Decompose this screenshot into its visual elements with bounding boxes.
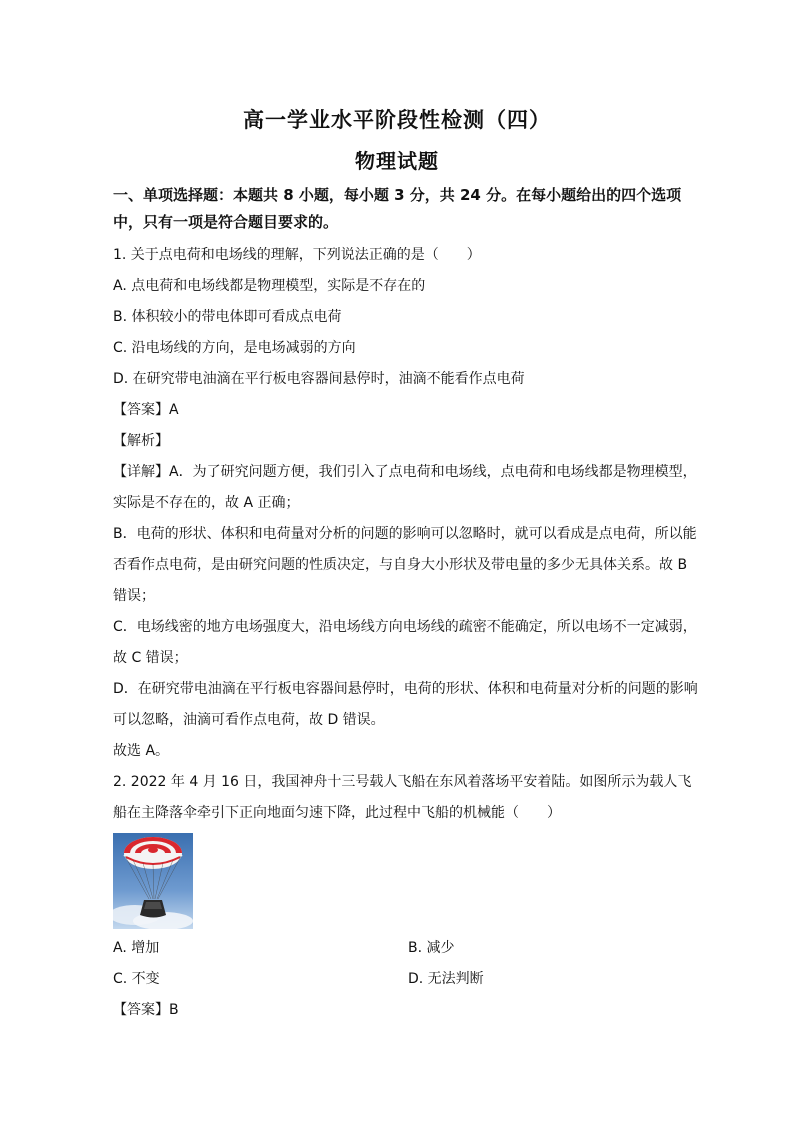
- page-subtitle: 物理试题: [355, 149, 439, 173]
- document-body: [113, 182, 703, 1026]
- question-2: [113, 767, 703, 1026]
- detail-paragraph-a: 【详解】A．为了研究问题方便，我们引入了点电荷和电场线，点电荷和电场线都是物理模型，实际是不存在的，故 A 正确；: [113, 464, 697, 511]
- option-d: D. 无法判断: [408, 971, 484, 987]
- question-stem: 1. 关于点电荷和电场线的理解，下列说法正确的是（ ）: [113, 247, 481, 263]
- option-a: A. 增加: [113, 940, 160, 956]
- option-c: C. 沿电场线的方向，是电场减弱的方向: [113, 340, 356, 356]
- detail-paragraph-b: B．电荷的形状、体积和电荷量对分析的问题的影响可以忽略时，就可以看成是点电荷，所以能否看作点电荷，是由研究问题的性质决定，与自身大小形状及带电量的多少无具体关系。故 B 错误；: [113, 526, 697, 604]
- question-1: [113, 240, 703, 767]
- section-heading: 一、单项选择题：本题共 8 小题，每小题 3 分，共 24 分。在每小题给出的四个选项中，只有一项是符合题目要求的。: [113, 186, 682, 231]
- answer-label: 【答案】B: [113, 1002, 179, 1018]
- parachute-capsule-image: [113, 833, 193, 929]
- option-d: D. 在研究带电油滴在平行板电容器间悬停时，油滴不能看作点电荷: [113, 371, 525, 387]
- options-row-2: [113, 964, 703, 995]
- analysis-label: 【解析】: [113, 433, 169, 449]
- detail-paragraph-c: C．电场线密的地方电场强度大，沿电场线方向电场线的疏密不能确定，所以电场不一定减弱，故 C 错误；: [113, 619, 697, 666]
- question-stem: 2. 2022 年 4 月 16 日，我国神舟十三号载人飞船在东风着落场平安着陆。如图所示为载人飞船在主降落伞牵引下正向地面匀速下降，此过程中飞船的机械能（ ）: [113, 774, 692, 821]
- option-b: B. 体积较小的带电体即可看成点电荷: [113, 309, 342, 325]
- detail-paragraph-d: D．在研究带电油滴在平行板电容器间悬停时，电荷的形状、体积和电荷量对分析的问题的影响可以忽略，油滴可看作点电荷，故 D 错误。: [113, 681, 698, 728]
- option-a: A. 点电荷和电场线都是物理模型，实际是不存在的: [113, 278, 426, 294]
- page-title: 高一学业水平阶段性检测（四）: [243, 108, 551, 132]
- answer-label: 【答案】A: [113, 402, 179, 418]
- conclusion: 故选 A。: [113, 743, 170, 759]
- options-row-1: [113, 933, 703, 964]
- option-b: B. 减少: [408, 940, 455, 956]
- option-c: C. 不变: [113, 971, 160, 987]
